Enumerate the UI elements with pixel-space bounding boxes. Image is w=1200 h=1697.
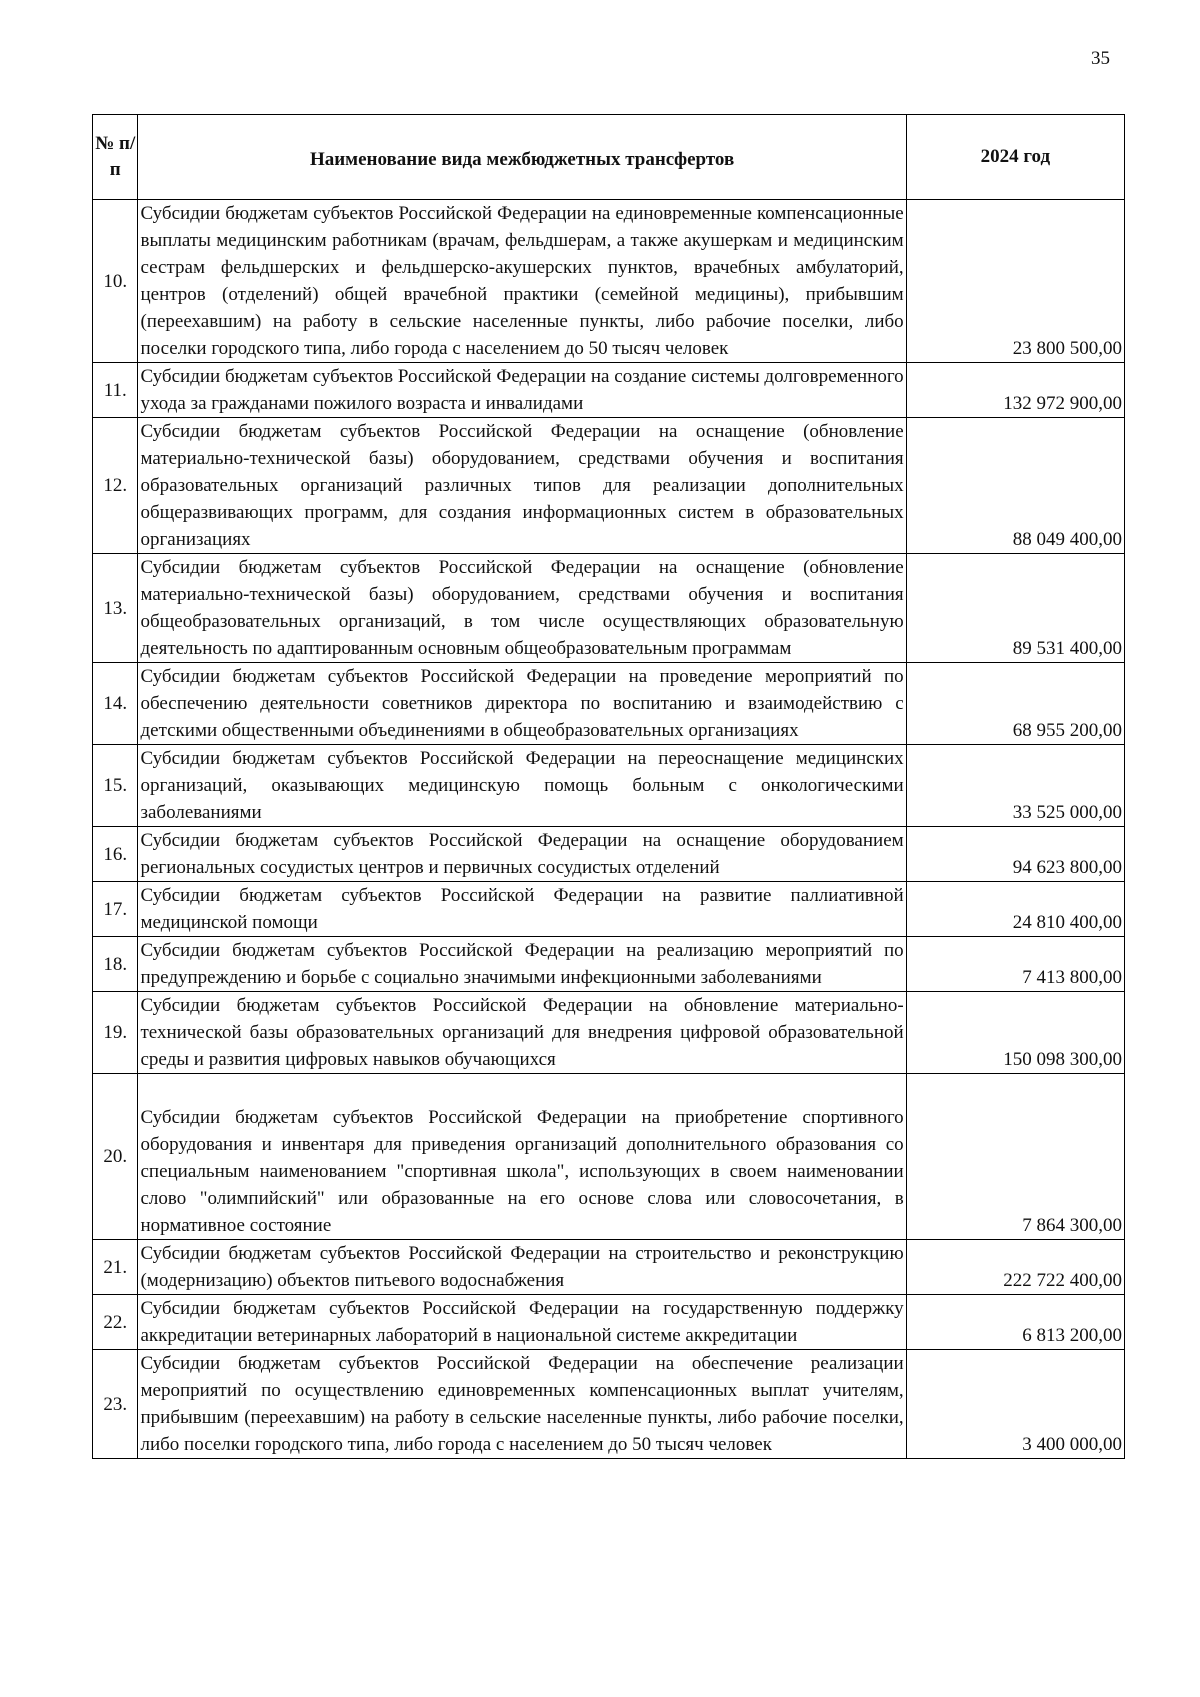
row-number: 18. [93,937,138,992]
transfer-name: Субсидии бюджетам субъектов Российской Федерации на создание системы долговременного ухода за гражданами пожилого возраста и инвалидами [138,363,906,418]
table-row [93,1295,1125,1350]
transfers-table [92,114,1125,1459]
transfer-amount: 88 049 400,00 [906,418,1124,554]
transfer-name: Субсидии бюджетам субъектов Российской Федерации на обновление материально-технической базы образовательных организаций для внедрения цифровой образовательной среды и развития цифровых навыков обучающихся [138,992,906,1074]
transfer-amount: 89 531 400,00 [906,554,1124,663]
table-row [93,200,1125,363]
transfer-name: Субсидии бюджетам субъектов Российской Федерации на развитие паллиативной медицинской помощи [138,882,906,937]
transfer-amount: 23 800 500,00 [906,200,1124,363]
transfer-name: Субсидии бюджетам субъектов Российской Федерации на государственную поддержку аккредитации ветеринарных лабораторий в национальной системе аккредитации [138,1295,906,1350]
row-number: 23. [93,1350,138,1459]
transfer-amount: 94 623 800,00 [906,827,1124,882]
transfer-amount: 132 972 900,00 [906,363,1124,418]
transfer-name: Субсидии бюджетам субъектов Российской Федерации на оснащение (обновление материально-технической базы) оборудованием, средствами обучения и воспитания общеобразовательных организаций, в том числе осуществляющих образовательную деятельность по адаптированным основным общеобразовательным программам [138,554,906,663]
row-number: 17. [93,882,138,937]
table-row [93,882,1125,937]
page-number: 35 [1091,48,1110,69]
table-row [93,827,1125,882]
transfer-name: Субсидии бюджетам субъектов Российской Федерации на проведение мероприятий по обеспечению деятельности советников директора по воспитанию и взаимодействию с детскими общественными объединениями в общеобразовательных организациях [138,663,906,745]
row-number: 12. [93,418,138,554]
table-row [93,745,1125,827]
row-number: 19. [93,992,138,1074]
transfer-amount: 33 525 000,00 [906,745,1124,827]
row-number: 20. [93,1074,138,1240]
row-number: 11. [93,363,138,418]
transfer-amount: 6 813 200,00 [906,1295,1124,1350]
transfer-name: Субсидии бюджетам субъектов Российской Федерации на оснащение оборудованием региональных сосудистых центров и первичных сосудистых отделений [138,827,906,882]
table-row [93,363,1125,418]
transfer-amount: 7 413 800,00 [906,937,1124,992]
row-number: 21. [93,1240,138,1295]
row-number: 22. [93,1295,138,1350]
table-row [93,554,1125,663]
transfer-name: Субсидии бюджетам субъектов Российской Федерации на обеспечение реализации мероприятий по осуществлению единовременных компенсационных выплат учителям, прибывшим (переехавшим) на работу в сельские населенные пункты, либо рабочие поселки, либо поселки городского типа, либо города с населением до 50 тысяч человек [138,1350,906,1459]
transfer-name: Субсидии бюджетам субъектов Российской Федерации на переоснащение медицинских организаций, оказывающих медицинскую помощь больным с онкологическими заболеваниями [138,745,906,827]
table-row [93,663,1125,745]
row-number: 10. [93,200,138,363]
transfer-amount: 150 098 300,00 [906,992,1124,1074]
transfer-name: Субсидии бюджетам субъектов Российской Федерации на единовременные компенсационные выплаты медицинским работникам (врачам, фельдшерам, а также акушеркам и медицинским сестрам фельдшерских и фельдшерско-акушерских пунктов, врачебных амбулаторий, центров (отделений) общей врачебной практики (семейной медицины), прибывшим (переехавшим) на работу в сельские населенные пункты, либо рабочие поселки, либо поселки городского типа, либо города с населением до 50 тысяч человек [138,200,906,363]
transfer-name: Субсидии бюджетам субъектов Российской Федерации на реализацию мероприятий по предупреждению и борьбе с социально значимыми инфекционными заболеваниями [138,937,906,992]
table-row [93,418,1125,554]
row-number: 14. [93,663,138,745]
transfer-amount: 68 955 200,00 [906,663,1124,745]
transfer-amount: 24 810 400,00 [906,882,1124,937]
header-name: Наименование вида межбюджетных трансфертов [138,115,906,200]
table-row [93,992,1125,1074]
transfer-name: Субсидии бюджетам субъектов Российской Федерации на оснащение (обновление материально-технической базы) оборудованием, средствами обучения и воспитания образовательных организаций различных типов для реализации дополнительных общеразвивающих программ, для создания информационных систем в образовательных организациях [138,418,906,554]
row-number: 13. [93,554,138,663]
row-number: 16. [93,827,138,882]
transfer-name: Субсидии бюджетам субъектов Российской Федерации на строительство и реконструкцию (модернизацию) объектов питьевого водоснабжения [138,1240,906,1295]
table-header-row [93,115,1125,200]
row-number: 15. [93,745,138,827]
header-num: № п/п [93,115,138,200]
table-row [93,1074,1125,1240]
table-row [93,1240,1125,1295]
transfer-amount: 7 864 300,00 [906,1074,1124,1240]
transfer-amount: 222 722 400,00 [906,1240,1124,1295]
transfer-amount: 3 400 000,00 [906,1350,1124,1459]
header-year: 2024 год [906,115,1124,200]
table-row [93,1350,1125,1459]
transfer-name: Субсидии бюджетам субъектов Российской Федерации на приобретение спортивного оборудования и инвентаря для приведения организаций дополнительного образования со специальным наименованием "спортивная школа", использующих в своем наименовании слово "олимпийский" или образованные на его основе слова или словосочетания, в нормативное состояние [138,1074,906,1240]
table-row [93,937,1125,992]
